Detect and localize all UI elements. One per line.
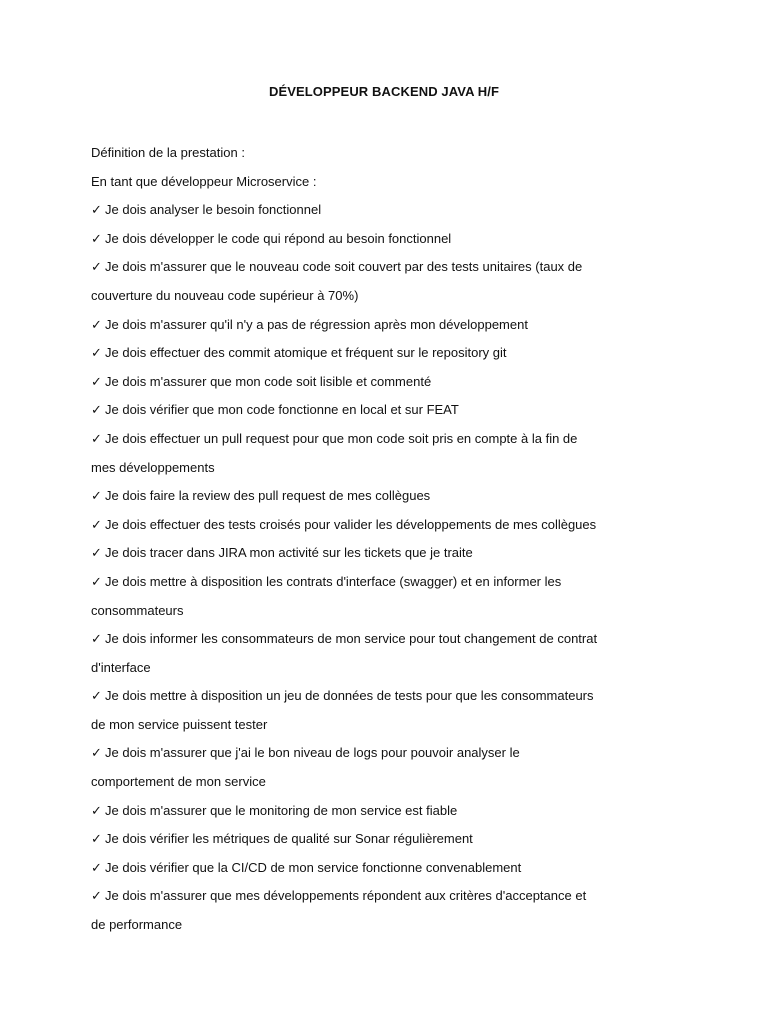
responsibility-text: mes développements <box>91 459 215 475</box>
responsibility-text: Je dois effectuer un pull request pour que mon code soit pris en compte à la fin de <box>105 430 578 446</box>
checkmark-icon: ✓ <box>91 745 102 761</box>
checkmark-icon: ✓ <box>91 573 102 589</box>
responsibility-line <box>91 911 611 940</box>
responsibility-item <box>91 425 611 482</box>
checkmark-icon: ✓ <box>91 545 102 561</box>
responsibility-line <box>91 711 611 740</box>
responsibility-text: Je dois m'assurer que j'ai le bon niveau de logs pour pouvoir analyser le <box>105 745 520 761</box>
responsibility-text: Je dois développer le code qui répond au besoin fonctionnel <box>105 230 452 246</box>
responsibility-item <box>91 682 611 739</box>
checkmark-icon: ✓ <box>91 516 102 532</box>
responsibility-item <box>91 311 611 340</box>
responsibility-item <box>91 196 611 225</box>
responsibility-item <box>91 511 611 540</box>
checkmark-icon: ✓ <box>91 631 102 647</box>
checkmark-icon: ✓ <box>91 802 102 818</box>
responsibility-list <box>91 196 611 939</box>
checkmark-icon: ✓ <box>91 230 102 246</box>
responsibility-item <box>91 625 611 682</box>
responsibility-line <box>91 396 611 425</box>
responsibility-line <box>91 682 611 711</box>
checkmark-icon: ✓ <box>91 430 102 446</box>
responsibility-line <box>91 511 611 540</box>
checkmark-icon: ✓ <box>91 345 102 361</box>
responsibility-item <box>91 253 611 310</box>
responsibility-line <box>91 225 611 254</box>
responsibility-line <box>91 654 611 683</box>
responsibility-item <box>91 568 611 625</box>
responsibility-text: Je dois mettre à disposition un jeu de données de tests pour que les consommateurs <box>105 688 594 704</box>
responsibility-text: Je dois analyser le besoin fonctionnel <box>105 202 322 218</box>
responsibility-text: Je dois m'assurer que le monitoring de mon service est fiable <box>105 802 458 818</box>
responsibility-text: Je dois effectuer des commit atomique et fréquent sur le repository git <box>105 345 507 361</box>
responsibility-line <box>91 282 611 311</box>
responsibility-text: de performance <box>91 917 183 933</box>
responsibility-text: Je dois m'assurer qu'il n'y a pas de régression après mon développement <box>105 316 528 332</box>
document-body <box>91 139 611 940</box>
responsibility-line <box>91 854 611 883</box>
responsibility-text: de mon service puissent tester <box>91 716 268 732</box>
responsibility-item <box>91 854 611 883</box>
responsibility-text: comportement de mon service <box>91 774 266 790</box>
responsibility-line <box>91 768 611 797</box>
responsibility-line <box>91 482 611 511</box>
responsibility-text: Je dois effectuer des tests croisés pour valider les développements de mes collègues <box>105 516 597 532</box>
checkmark-icon: ✓ <box>91 859 102 875</box>
responsibility-line <box>91 882 611 911</box>
responsibility-item <box>91 225 611 254</box>
section-heading: Définition de la prestation : <box>91 145 245 160</box>
responsibility-item <box>91 797 611 826</box>
responsibility-item <box>91 825 611 854</box>
responsibility-text: Je dois m'assurer que le nouveau code soit couvert par des tests unitaires (taux de <box>105 259 583 275</box>
responsibility-text: Je dois mettre à disposition les contrats d'interface (swagger) et en informer les <box>105 573 562 589</box>
responsibility-line <box>91 597 611 626</box>
responsibility-line <box>91 739 611 768</box>
responsibility-line <box>91 196 611 225</box>
checkmark-icon: ✓ <box>91 831 102 847</box>
checkmark-icon: ✓ <box>91 688 102 704</box>
intro-line: En tant que développeur Microservice : <box>91 173 317 189</box>
checkmark-icon: ✓ <box>91 488 102 504</box>
checkmark-icon: ✓ <box>91 373 102 389</box>
responsibility-text: Je dois vérifier que la CI/CD de mon service fonctionne convenablement <box>105 859 522 875</box>
responsibility-line <box>91 539 611 568</box>
responsibility-text: Je dois m'assurer que mes développements répondent aux critères d'acceptance et <box>105 888 587 904</box>
responsibility-item <box>91 368 611 397</box>
responsibility-item <box>91 339 611 368</box>
responsibility-item <box>91 539 611 568</box>
responsibility-item <box>91 396 611 425</box>
responsibility-line <box>91 825 611 854</box>
responsibility-line <box>91 311 611 340</box>
checkmark-icon: ✓ <box>91 888 102 904</box>
checkmark-icon: ✓ <box>91 402 102 418</box>
responsibility-line <box>91 368 611 397</box>
responsibility-line <box>91 797 611 826</box>
responsibility-line <box>91 253 611 282</box>
checkmark-icon: ✓ <box>91 259 102 275</box>
responsibility-text: Je dois informer les consommateurs de mon service pour tout changement de contrat <box>105 631 598 647</box>
responsibility-line <box>91 454 611 483</box>
responsibility-text: Je dois faire la review des pull request de mes collègues <box>105 488 431 504</box>
responsibility-item <box>91 882 611 939</box>
responsibility-text: Je dois vérifier les métriques de qualité sur Sonar régulièrement <box>105 831 473 847</box>
responsibility-item <box>91 739 611 796</box>
responsibility-text: couverture du nouveau code supérieur à 70%) <box>91 287 359 303</box>
responsibility-line <box>91 625 611 654</box>
responsibility-item <box>91 482 611 511</box>
responsibility-text: Je dois vérifier que mon code fonctionne en local et sur FEAT <box>105 402 459 418</box>
responsibility-line <box>91 568 611 597</box>
checkmark-icon: ✓ <box>91 202 102 218</box>
responsibility-line <box>91 425 611 454</box>
document-title: DÉVELOPPEUR BACKEND JAVA H/F <box>268 84 500 99</box>
responsibility-text: d'interface <box>91 659 151 675</box>
responsibility-line <box>91 339 611 368</box>
responsibility-text: Je dois tracer dans JIRA mon activité sur les tickets que je traite <box>105 545 473 561</box>
responsibility-text: Je dois m'assurer que mon code soit lisible et commenté <box>105 373 432 389</box>
checkmark-icon: ✓ <box>91 316 102 332</box>
responsibility-text: consommateurs <box>91 602 184 618</box>
